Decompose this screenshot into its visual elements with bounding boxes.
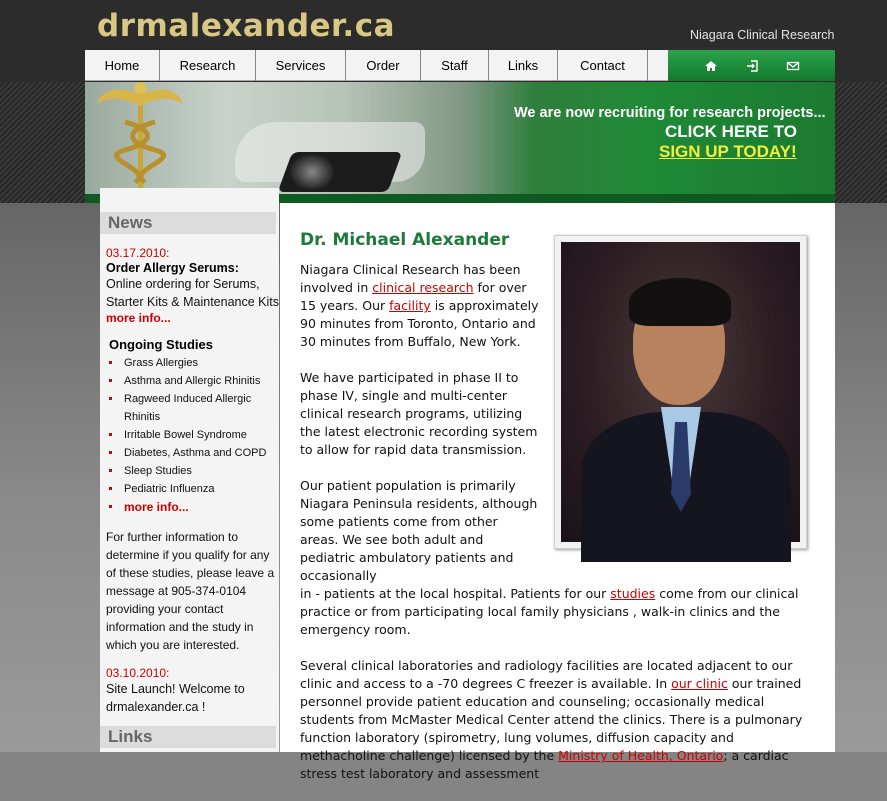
main-nav <box>85 50 668 81</box>
clinical-research-link[interactable]: clinical research <box>372 280 474 295</box>
site-tagline: Niagara Clinical Research <box>690 28 835 42</box>
ministry-link[interactable]: Ministry of Health, Ontario <box>558 748 724 763</box>
news-more-link[interactable]: more info... <box>106 311 171 325</box>
banner-stethoscope-image <box>290 154 334 190</box>
news-body: Site Launch! Welcome to drmalexander.ca ! <box>106 682 245 714</box>
study-item: Sleep Studies <box>106 462 279 480</box>
banner-recruiting-text: We are now recruiting for research projects... <box>514 105 826 121</box>
news-body: Online ordering for Serums, Starter Kits & Maintenance Kits <box>106 277 279 309</box>
paragraph: We have participated in phase II to phase IV, single and multi-center clinical research programs, utilizing the latest electronic recording system to allow for rapid data transmission. <box>300 370 538 457</box>
news-title: Order Allergy Serums: <box>106 261 239 275</box>
links-heading: Links <box>100 726 276 748</box>
further-info-text: For further information to determine if you qualify for any of these studies, please leave a message at 905-374-0104 providing your contact information and the study in which you are interested. <box>106 530 275 652</box>
study-item: Pediatric Influenza <box>106 480 279 498</box>
study-item: Diabetes, Asthma and COPD <box>106 444 279 462</box>
study-item: Grass Allergies <box>106 354 279 372</box>
studies-link[interactable]: studies <box>610 586 656 601</box>
nav-research[interactable]: Research <box>160 50 256 81</box>
study-item: Irritable Bowel Syndrome <box>106 426 279 444</box>
paragraph: Niagara Clinical Research has been involved in clinical research for over 15 years. Our facility is approximately 90 minutes from Toronto, Ontario and 30 minutes from Buffalo, New York. <box>300 262 539 349</box>
banner-sign-up-link[interactable]: SIGN UP TODAY! <box>659 142 797 161</box>
study-item: Ragweed Induced Allergic Rhinitis <box>106 390 279 426</box>
nav-services[interactable]: Services <box>256 50 346 81</box>
caduceus-icon <box>95 82 185 203</box>
login-icon[interactable] <box>745 59 759 73</box>
news-date: 03.10.2010: <box>106 666 170 680</box>
news-item <box>106 666 279 716</box>
news-date: 03.17.2010: <box>106 246 170 260</box>
site-logo[interactable]: drmalexander.ca <box>97 8 395 44</box>
ongoing-studies <box>106 337 279 516</box>
nav-links[interactable]: Links <box>489 50 558 81</box>
home-icon[interactable] <box>704 59 718 73</box>
nav-order[interactable]: Order <box>346 50 421 81</box>
paragraph: Several clinical laboratories and radiology facilities are located adjacent to our clinic and access to a -70 degrees C freezer is available. In our clinic our trained personnel provide patient education and counseling; occasionally medical students from McMaster Medical Center attend the clinics. There is a pulmonary function laboratory (spirometry, lung volumes, diffusion capacity and methacholine challenge) licensed by the Ministry of Health, Ontario; a cardiac stress test laboratory and assessment <box>300 658 803 781</box>
intro-text <box>300 261 818 801</box>
study-item: Asthma and Allergic Rhinitis <box>106 372 279 390</box>
page-title: Dr. Michael Alexander <box>300 230 510 250</box>
facility-link[interactable]: facility <box>389 298 431 313</box>
nav-icon-bar <box>668 50 835 81</box>
banner-click-here[interactable]: CLICK HERE TO <box>665 122 797 141</box>
recruiting-banner[interactable] <box>85 82 835 203</box>
our-clinic-link[interactable]: our clinic <box>671 676 728 691</box>
paragraph: Our patient population is primarily Niagara Peninsula residents, although some patients come from other areas. We see both adult and pediatric ambulatory patients and occasionally in - patients at the local hospital. Patients for our studies come from our clinical practice or from participating local family physicians , walk-in clinics and the emergency room. <box>300 478 799 637</box>
studies-more-link[interactable]: more info... <box>106 498 279 516</box>
nav-home[interactable]: Home <box>85 50 160 81</box>
studies-heading: Ongoing Studies <box>109 337 213 352</box>
mail-icon[interactable] <box>786 59 800 73</box>
main-content <box>280 203 835 781</box>
nav-contact[interactable]: Contact <box>558 50 648 81</box>
news-item <box>106 246 279 325</box>
sidebar <box>100 188 279 752</box>
news-heading: News <box>100 212 276 234</box>
nav-staff[interactable]: Staff <box>421 50 489 81</box>
